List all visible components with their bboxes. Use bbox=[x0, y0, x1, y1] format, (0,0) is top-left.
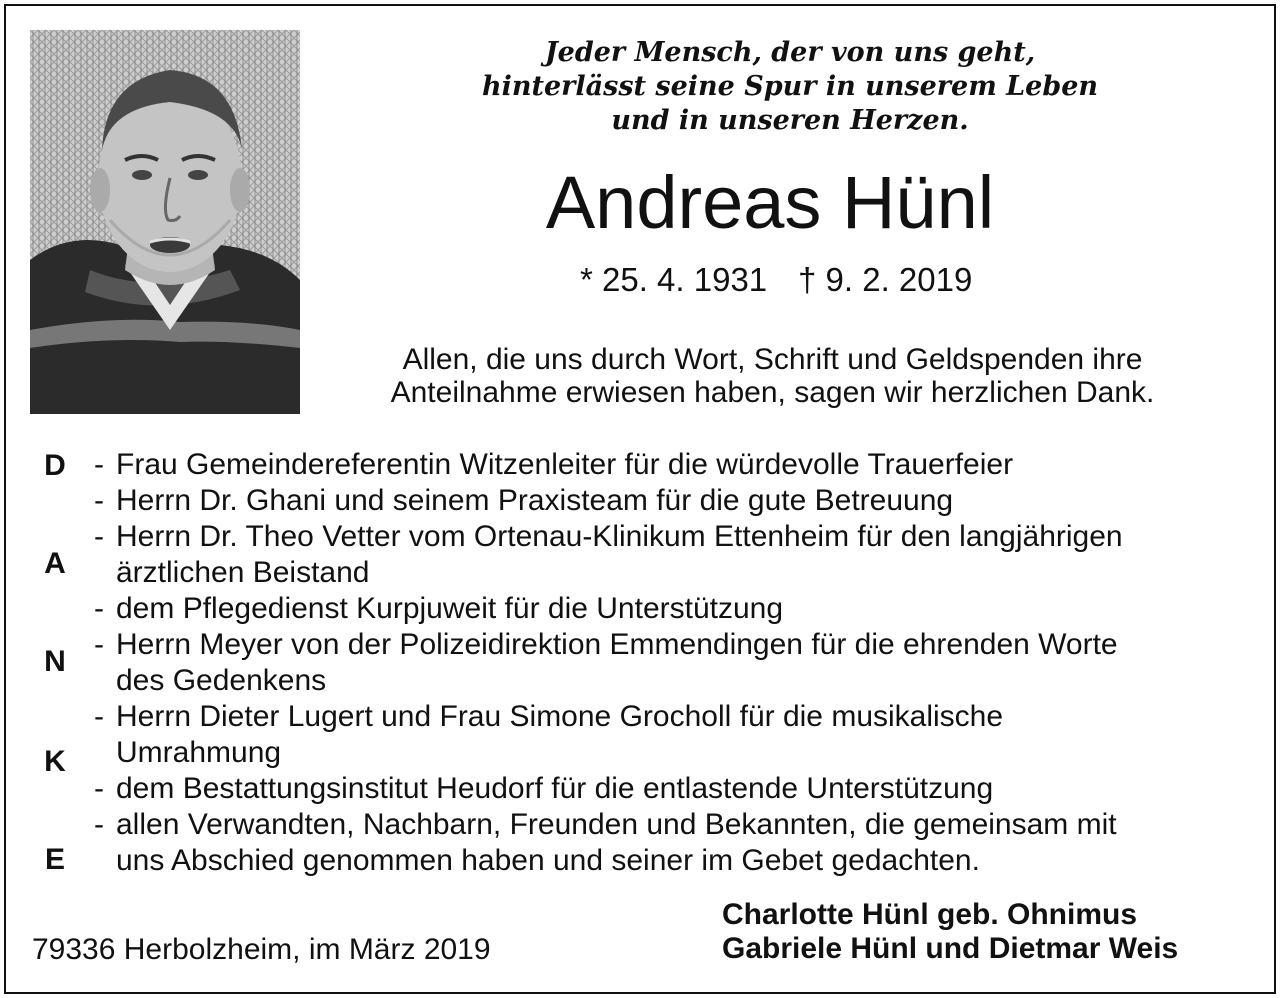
dash-bullet: - bbox=[94, 628, 104, 661]
signer-line: Charlotte Hünl geb. Ohnimus bbox=[722, 898, 1138, 931]
acknowledgement-list bbox=[94, 447, 1254, 879]
list-item bbox=[94, 627, 1254, 699]
dash-bullet: - bbox=[94, 808, 104, 841]
list-item-text: dem Pflegedienst Kurpjuweit für die Unterstützung bbox=[116, 592, 784, 625]
list-item bbox=[94, 807, 1254, 879]
list-item bbox=[94, 771, 1254, 807]
death-date: † 9. 2. 2019 bbox=[798, 261, 973, 298]
list-item bbox=[94, 699, 1254, 771]
dash-bullet: - bbox=[94, 484, 104, 517]
dash-bullet: - bbox=[94, 448, 104, 481]
danke-letter-d: D bbox=[44, 449, 66, 482]
dash-bullet: - bbox=[94, 592, 104, 625]
danke-letter-n: N bbox=[44, 645, 66, 678]
list-item-text: Herrn Dr. Ghani und seinem Praxisteam für die gute Betreuung bbox=[116, 484, 954, 517]
list-item-text: allen Verwandten, Nachbarn, Freunden und Bekannten, die gemeinsam mit bbox=[116, 808, 1117, 841]
list-item-text: uns Abschied genommen haben und seiner im Gebet gedachten. bbox=[116, 844, 980, 877]
list-item-text: Umrahmung bbox=[116, 736, 282, 769]
thanks-line: Allen, die uns durch Wort, Schrift und Geldspenden ihre bbox=[402, 343, 1143, 376]
list-item-text: Herrn Dieter Lugert und Frau Simone Grocholl für die musikalische bbox=[116, 700, 1004, 733]
danke-letter-k: K bbox=[44, 745, 66, 778]
quote-line: hinterlässt seine Spur in unserem Leben bbox=[481, 71, 1099, 102]
list-item-text: dem Bestattungsinstitut Heudorf für die entlastende Unterstützung bbox=[116, 772, 994, 805]
deceased-name: Andreas Hünl bbox=[545, 161, 995, 244]
portrait-photo bbox=[30, 30, 300, 414]
dash-bullet: - bbox=[94, 700, 104, 733]
list-item bbox=[94, 591, 1254, 627]
list-item bbox=[94, 447, 1254, 483]
quote-line: und in unseren Herzen. bbox=[611, 105, 969, 136]
birth-date: * 25. 4. 1931 bbox=[580, 261, 768, 298]
list-item bbox=[94, 519, 1254, 591]
memorial-quote bbox=[480, 36, 1100, 138]
list-item-text: ärztlichen Beistand bbox=[116, 556, 370, 589]
danke-letter-a: A bbox=[44, 547, 66, 580]
signers-block bbox=[722, 898, 1178, 966]
dash-bullet: - bbox=[94, 520, 104, 553]
dash-bullet: - bbox=[94, 772, 104, 805]
list-item-text: des Gedenkens bbox=[116, 664, 327, 697]
thanks-message bbox=[320, 343, 1225, 409]
list-item bbox=[94, 483, 1254, 519]
quote-line: Jeder Mensch, der von uns geht, bbox=[544, 37, 1036, 68]
place-and-date: 79336 Herbolzheim, im März 2019 bbox=[32, 933, 491, 966]
danke-letter-e: E bbox=[44, 843, 65, 876]
list-item-text: Herrn Dr. Theo Vetter vom Ortenau-Klinikum Ettenheim für den langjährigen bbox=[116, 520, 1123, 553]
thanks-line: Anteilnahme erwiesen haben, sagen wir herzlichen Dank. bbox=[390, 376, 1155, 409]
list-item-text: Frau Gemeindereferentin Witzenleiter für die würdevolle Trauerfeier bbox=[116, 448, 1014, 481]
signer-line: Gabriele Hünl und Dietmar Weis bbox=[722, 932, 1179, 965]
list-item-text: Herrn Meyer von der Polizeidirektion Emmendingen für die ehrenden Worte bbox=[116, 628, 1118, 661]
